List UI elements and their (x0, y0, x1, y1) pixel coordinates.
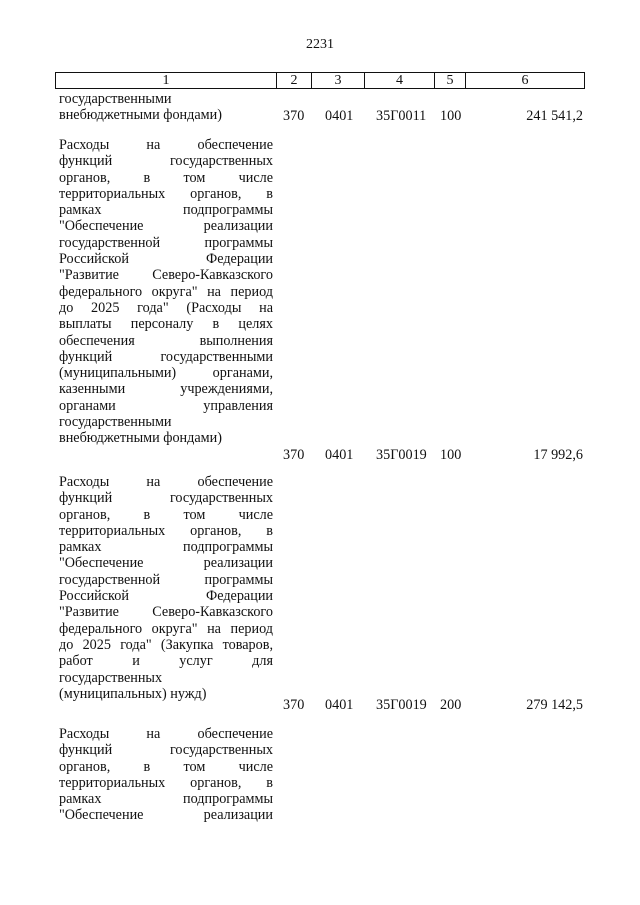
description-line: функций государственных (59, 742, 273, 759)
table-cell-col2: 370 (283, 697, 305, 713)
description-line: работ и услуг для (59, 653, 273, 670)
description-line: рамках подпрограммы (59, 202, 273, 219)
description-line: функций государственными (59, 348, 273, 365)
table-row-description (59, 137, 273, 447)
page-number: 2231 (306, 37, 334, 52)
description-line: территориальных органов, в (59, 522, 273, 539)
table-cell-col3: 0401 (325, 108, 354, 124)
description-line: (муниципальных) нужд) (59, 685, 207, 702)
description-line: Российской Федерации (59, 251, 273, 268)
description-line: государственными (59, 414, 172, 431)
description-line: рамках подпрограммы (59, 791, 273, 808)
description-line: Российской Федерации (59, 588, 273, 605)
description-line: Расходы на обеспечение (59, 137, 273, 153)
table-cell-col3: 0401 (325, 697, 354, 713)
description-line: "Обеспечение реализации (59, 807, 273, 824)
description-line: внебюджетными фондами) (59, 107, 222, 124)
table-row-description (59, 91, 273, 124)
column-header-1: 1 (55, 72, 276, 89)
description-line: федерального округа" на период (59, 620, 273, 637)
description-line: функций государственных (59, 490, 273, 507)
description-line: государственными (59, 91, 172, 107)
column-header-3: 3 (311, 72, 364, 89)
table-cell-col5: 200 (440, 697, 462, 713)
table-cell-col5: 100 (440, 108, 462, 124)
table-row-description (59, 726, 273, 824)
description-line: органами управления (59, 397, 273, 414)
description-line: внебюджетными фондами) (59, 430, 222, 447)
table-header (55, 72, 585, 89)
description-line: "Развитие Северо-Кавказского (59, 604, 273, 621)
description-line: выплаты персоналу в целях (59, 316, 273, 333)
description-line: Расходы на обеспечение (59, 474, 273, 490)
table-cell-col3: 0401 (325, 447, 354, 463)
column-header-2: 2 (276, 72, 311, 89)
description-line: территориальных органов, в (59, 185, 273, 202)
description-line: казенными учреждениями, (59, 381, 273, 398)
table-cell-col5: 100 (440, 447, 462, 463)
description-line: территориальных органов, в (59, 774, 273, 791)
description-line: государственной программы (59, 234, 273, 251)
description-line: до 2025 года" (Закупка товаров, (59, 636, 273, 653)
description-line: федерального округа" на период (59, 283, 273, 300)
description-line: государственной программы (59, 571, 273, 588)
table-cell-col2: 370 (283, 108, 305, 124)
description-line: (муниципальными) органами, (59, 365, 273, 382)
column-header-5: 5 (434, 72, 465, 89)
description-line: государственных (59, 669, 163, 686)
table-cell-col6: 279 142,5 (526, 697, 583, 713)
description-line: до 2025 года" (Расходы на (59, 299, 273, 316)
description-line: "Развитие Северо-Кавказского (59, 267, 273, 284)
description-line: функций государственных (59, 153, 273, 170)
table-cell-col6: 241 541,2 (526, 108, 583, 124)
description-line: Расходы на обеспечение (59, 726, 273, 742)
table-cell-col6: 17 992,6 (533, 447, 583, 463)
description-line: "Обеспечение реализации (59, 555, 273, 572)
description-line: обеспечения выполнения (59, 332, 273, 349)
description-line: "Обеспечение реализации (59, 218, 273, 235)
table-cell-col4: 35Г0019 (376, 447, 427, 463)
description-line: органов, в том числе (59, 506, 273, 523)
description-line: рамках подпрограммы (59, 539, 273, 556)
column-header-4: 4 (364, 72, 434, 89)
table-row-description (59, 474, 273, 702)
table-cell-col4: 35Г0019 (376, 697, 427, 713)
table-cell-col4: 35Г0011 (376, 108, 427, 124)
description-line: органов, в том числе (59, 169, 273, 186)
column-header-6: 6 (465, 72, 585, 89)
table-cell-col2: 370 (283, 447, 305, 463)
description-line: органов, в том числе (59, 758, 273, 775)
